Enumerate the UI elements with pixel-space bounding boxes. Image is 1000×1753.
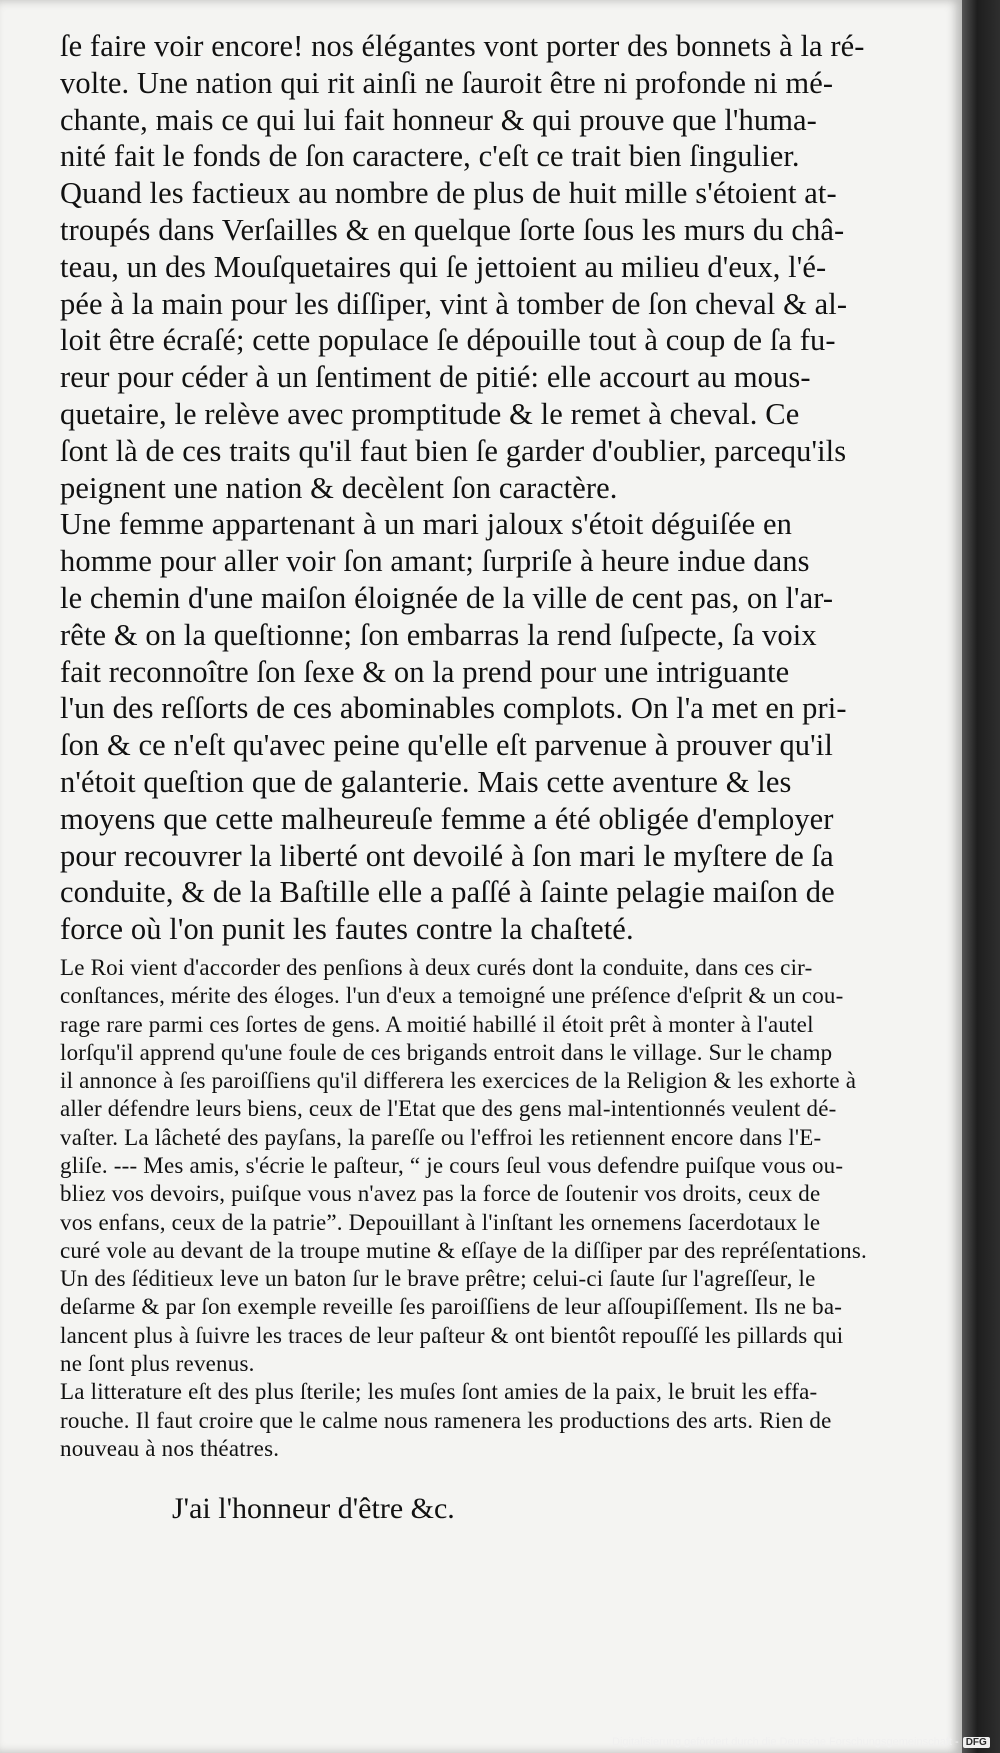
closing-formula: J'ai l'honneur d'être &c. (172, 1492, 455, 1526)
text-line: ſont là de ces traits qu'il faut bien ſe garder d'oublier, parcequ'ils (60, 433, 847, 468)
text-line: Quand les factieux au nombre de plus de huit mille s'étoient at- (60, 176, 837, 211)
text-line: teau, un des Mouſquetaires qui ſe jettoient au milieu d'eux, l'é- (60, 249, 827, 284)
text-line: reur pour céder à un ſentiment de pitié: elle accourt au mous- (60, 360, 811, 395)
text-line: vos enfans, ceux de la patrie”. Depouillant à l'inſtant les ornemens ſacerdotaux le (60, 1209, 821, 1235)
text-line: rage rare parmi ces ſortes de gens. A moitié habillé il étoit prêt à monter à l'autel (60, 1011, 814, 1037)
text-line: loit être écraſé; cette populace ſe dépouille tout à coup de ſa fu- (60, 323, 836, 358)
text-line: ſon & ce n'eſt qu'avec peine qu'elle eſt parvenue à prouver qu'il (60, 728, 833, 763)
text-line: le chemin d'une maiſon éloignée de la ville de cent pas, on l'ar- (60, 580, 834, 615)
text-line: peignent une nation & decèlent ſon caractère. (60, 470, 618, 505)
text-line: ne ſont plus revenus. (60, 1351, 255, 1377)
text-line: vaſter. La lâcheté des payſans, la pareſſe ou l'effroi les retiennent encore dans l'E- (60, 1124, 822, 1150)
book-edge (962, 0, 1000, 1753)
text-line: ſe faire voir encore! nos élégantes vont porter des bonnets à la ré- (60, 29, 865, 63)
text-line: homme pour aller voir ſon amant; ſurpriſe à heure indue dans (60, 544, 810, 579)
text-line: bliez vos devoirs, puiſque vous n'avez pas la force de ſoutenir vos droits, ceux de (60, 1181, 821, 1207)
text-line: La litterature eſt des plus ſterile; les muſes ſont amies de la paix, le bruit les effa- (60, 1379, 818, 1405)
text-line: Une femme appartenant à un mari jaloux s'étoit déguiſée en (60, 507, 793, 542)
paragraph-3 (60, 954, 960, 1378)
footer-credit: Digitalisierung gefördert durch die Deutsche Forschungsgemeinschaft - (612, 1736, 959, 1748)
text-line: gliſe. --- Mes amis, s'écrie le paſteur, “ je cours ſeul vous defendre puiſque vous ou- (60, 1153, 844, 1178)
text-line: chante, mais ce qui lui fait honneur & qui prouve que l'huma- (60, 102, 817, 137)
text-line: conduite, & de la Baſtille elle a paſſé à ſainte pelagie maiſon de (60, 875, 835, 910)
text-line: pour recouvrer la liberté ont devoilé à ſon mari le myſtere de ſa (60, 838, 834, 873)
text-line: curé vole au devant de la troupe mutine & eſſaye de la diſſiper par des repréſentations. (60, 1237, 867, 1263)
text-line: rouche. Il faut croire que le calme nous ramenera les productions des arts. Rien de (60, 1407, 832, 1433)
footer (612, 1733, 990, 1751)
text-line: quetaire, le relève avec promptitude & le remet à cheval. Ce (60, 396, 800, 431)
text-line: conſtances, mérite des éloges. l'un d'eux a temoigné une préſence d'eſprit & un cou- (60, 983, 844, 1009)
text-line: lancent plus à ſuivre les traces de leur paſteur & ont bientôt repouſſé les pillards qui (60, 1322, 844, 1348)
text-line: deſarme & par ſon exemple reveille ſes paroiſſiens de leur aſſoupiſſement. Ils ne ba- (60, 1294, 843, 1320)
dfg-logo: DFG (963, 1737, 990, 1748)
paragraph-2 (60, 506, 960, 948)
paragraph-4 (60, 1378, 960, 1463)
text-line: volte. Une nation qui rit ainſi ne ſauroit être ni profonde ni mé- (60, 65, 834, 100)
text-line: troupés dans Verſailles & en quelque ſorte ſous les murs du châ- (60, 212, 845, 247)
text-line: lorſqu'il apprend qu'une foule de ces brigands entroit dans le village. Sur le champ (60, 1039, 833, 1065)
text-line: pée à la main pour les diſſiper, vint à tomber de ſon cheval & al- (60, 286, 848, 321)
text-line: aller défendre leurs biens, ceux de l'Etat que des gens mal-intentionnés veulent dé- (60, 1096, 837, 1122)
text-line: nité fait le fonds de ſon caractere, c'eſt ce trait bien ſingulier. (60, 139, 800, 174)
text-line: force où l'on punit les fautes contre la chaſteté. (60, 912, 634, 947)
page-text (60, 28, 960, 1529)
text-line: nouveau à nos théatres. (60, 1435, 280, 1461)
text-line: moyens que cette malheureuſe femme a été obligée d'employer (60, 801, 834, 836)
text-line: il annonce à ſes paroiſſiens qu'il differera les exercices de la Religion & les exhorte à (60, 1068, 857, 1094)
text-line: l'un des reſſorts de ces abominables complots. On l'a met en pri- (60, 691, 847, 726)
text-line: Le Roi vient d'accorder des penſions à deux curés dont la conduite, dans ces cir- (60, 954, 813, 980)
text-line: rête & on la queſtionne; ſon embarras la rend ſuſpecte, ſa voix (60, 617, 817, 652)
text-line: n'étoit queſtion que de galanterie. Mais cette aventure & les (60, 764, 792, 799)
text-line: fait reconnoître ſon ſexe & on la prend pour une intriguante (60, 654, 790, 689)
text-line: Un des ſéditieux leve un baton ſur le brave prêtre; celui-ci ſaute ſur l'agreſſeur, le (60, 1266, 816, 1292)
paragraph-1 (60, 28, 960, 506)
